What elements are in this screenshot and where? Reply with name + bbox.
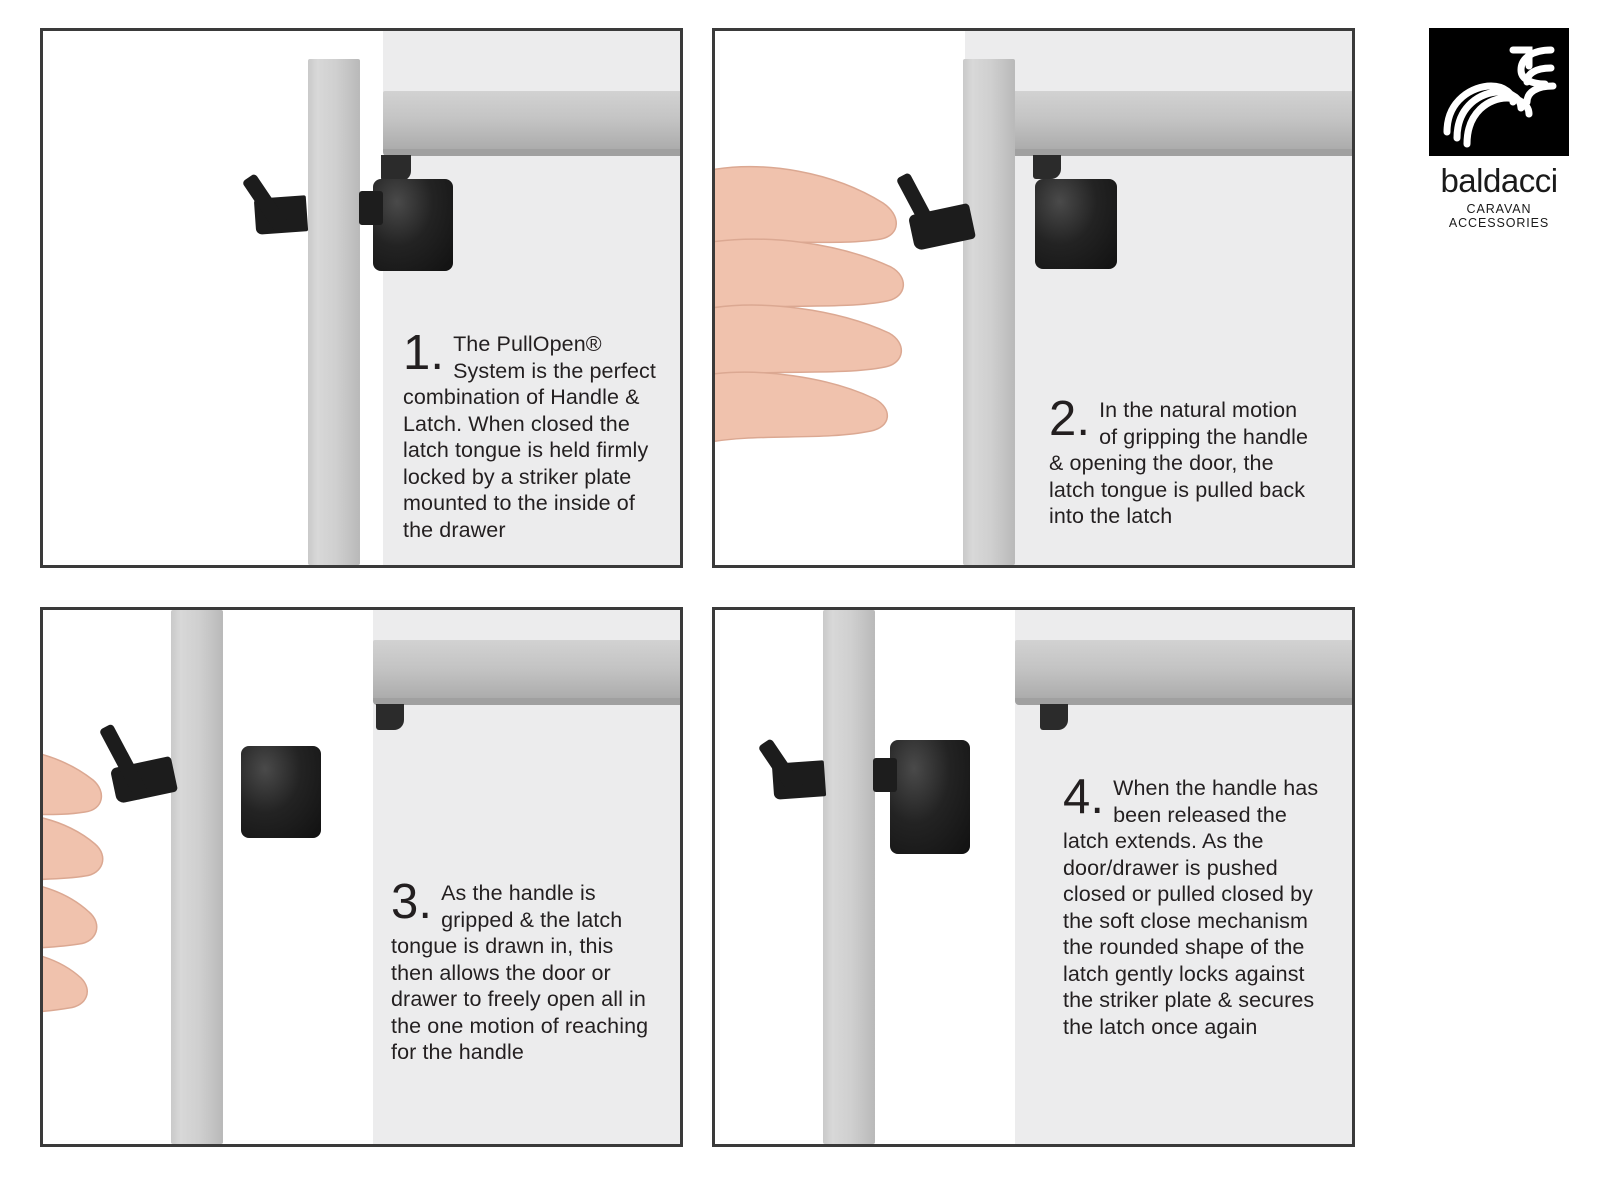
cabinet-post xyxy=(963,59,1015,565)
panel-3-caption xyxy=(391,875,659,1066)
drawer-rail xyxy=(980,91,1355,153)
baldacci-monogram-icon xyxy=(1429,28,1569,156)
hand-gripping xyxy=(712,151,965,486)
striker-plate xyxy=(1040,704,1068,730)
panel-4-step-number: 4. xyxy=(1063,770,1105,824)
drawer-rail xyxy=(373,640,683,702)
brand-logo xyxy=(1424,28,1574,230)
panel-1-caption xyxy=(403,326,668,543)
cabinet-post xyxy=(308,59,360,565)
panel-2-caption xyxy=(1049,392,1314,530)
panel-2-step-number: 2. xyxy=(1049,392,1091,446)
step-panel-2 xyxy=(712,28,1355,568)
cabinet-post xyxy=(823,610,875,1144)
latch-body xyxy=(241,746,321,838)
panel-4-caption xyxy=(1063,770,1331,1040)
rail-lip xyxy=(383,149,683,156)
step-panel-3 xyxy=(40,607,683,1147)
striker-plate xyxy=(381,155,411,181)
step-panel-1 xyxy=(40,28,683,568)
striker-plate xyxy=(1033,155,1061,179)
brand-tagline: CARAVAN ACCESSORIES xyxy=(1448,202,1550,230)
step-panel-4 xyxy=(712,607,1355,1147)
brand-name: baldacci xyxy=(1440,162,1558,199)
drawer-rail xyxy=(1015,640,1355,702)
panel-3-step-number: 3. xyxy=(391,875,433,929)
panel-1-text: The PullOpen® System is the perfect combination of Handle & Latch. When closed the latch tongue is held firmly locked by a striker plate mounted to the inside of the drawer xyxy=(403,332,656,542)
striker-plate xyxy=(376,704,404,730)
latch-body xyxy=(890,740,970,854)
panel-4-text: When the handle has been released the latch extends. As the door/drawer is pushed closed or pulled closed by the soft close mechanism the rounded shape of the latch gently locks against the striker plate & secures the latch once again xyxy=(1063,776,1319,1039)
drawer-rail xyxy=(383,91,683,153)
rail-lip xyxy=(373,698,683,705)
latch-tongue xyxy=(873,758,897,792)
panel-3-text: As the handle is gripped & the latch tongue is drawn in, this then allows the door or drawer to freely open all in the one motion of reaching for the handle xyxy=(391,881,649,1064)
latch-tongue xyxy=(359,191,383,225)
panel-2-text: In the natural motion of gripping the handle & opening the door, the latch tongue is pulled back into the latch xyxy=(1049,398,1309,528)
panel-1-step-number: 1. xyxy=(403,326,445,380)
latch-body xyxy=(1035,179,1117,269)
latch-body xyxy=(373,179,453,271)
